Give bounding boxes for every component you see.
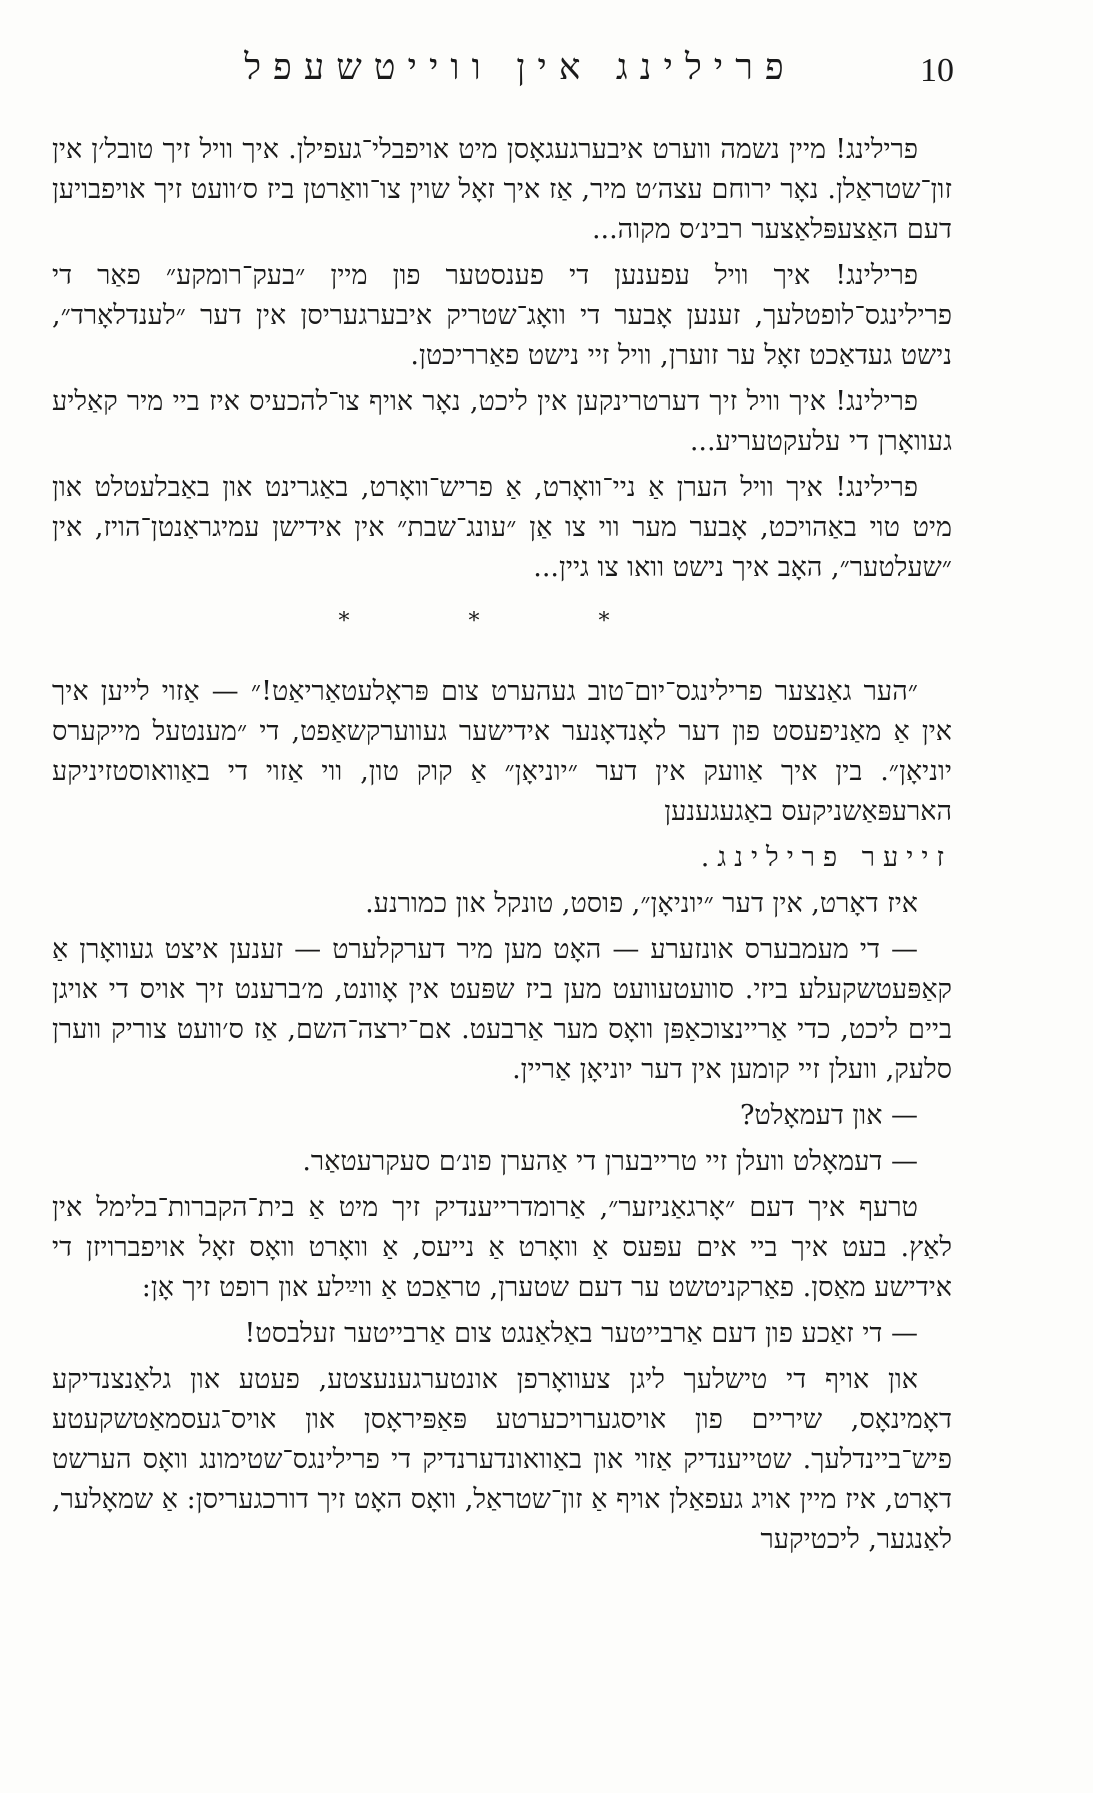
- paragraph: פרילינג! איך וויל זיך דערטרינקען אין ליכט, נאָר אויף צו־להכעיס איז ביי מיר קאַליע געוואָרן די עלעקטעריע...: [52, 386, 952, 457]
- page-number: 10: [920, 52, 954, 89]
- running-title: פרילינג אין ווייטשעפל: [244, 47, 796, 88]
- page-header: [60, 40, 1033, 100]
- dialogue-line: — די מעמבערס אונזערע — האָט מען מיר דערקלערט — זענען איצט געוואָרן אַ קאַפּעטשקעלע ביזי. סוועטעוועט מען ביז שפּעט אין אָוונט, מ׳ברענט זיך אויס די אויגן ביים ליכט, כדי אַריינצוכאַפּן וואָס מער אַרבעט. אם־ירצה־השם, אַז ס׳וועט צוריק ווערן סלעק, וועלן זיי קומען אין דער יוניאָן אַריין.: [52, 934, 952, 1085]
- paragraph: טרעף איך דעם ״אָרגאַניזער״, אַרומדרייענדיק זיך מיט אַ בית־הקברות־בלימל אין לאַץ. בעט איך ביי אים עפּעס אַ וואָרט אַ נייעס, אַ וואָרט וואָס זאָל אויפברויזן די אידישע מאַסן. פאַרקניטשט ער דעם שטערן, טראַכט אַ ווײַלע און רופט זיך אָן:: [52, 1192, 952, 1303]
- dialogue-line: — און דעמאָלט?: [739, 1100, 918, 1131]
- paragraph: איז דאָרט, אין דער ״יוניאָן״, פוסט, טונקל און כמורנע.: [365, 888, 918, 919]
- page-body: [52, 130, 952, 1566]
- paragraph: פרילינג! איך וויל עפענען די פענסטער פון מיין ״בעק־רומקע״ פאַר די פרילינגס־לופטלעך, זענען אָבער די וואָג־שטריק איבערגעריסן אין דער ״לענדלאָרד״, נישט געדאַכט זאָל ער זוערן, וויל זיי נישט פאַרריכטן.: [52, 260, 952, 371]
- paragraph: און אויף די טישלעך ליגן צעוואָרפן אונטערגענעצטע, פעטע און גלאַנצנדיקע דאָמינאָס, שיריים פון אויסגערויכערטע פּאַפּיראָסן און אויס־געסמאַטשקעטע פיש־ביינדלעך. שטייענדיק אַזוי און באַוואונדערנדיק די פרילינגס־שטימונג וואָס הערשט דאָרט, איז מיין אויג געפאַלן אויף אַ זון־שטראַל, וואָס האָט זיך דורכגעריסן: אַ שמאָלער, לאַנגער, ליכטיקער: [52, 1364, 952, 1555]
- dialogue-line: — דעמאָלט וועלן זיי טרייבערן די אַהערן פונ׳ם סעקרעטאַר.: [302, 1146, 918, 1177]
- paragraph-end: זייער פרילינג.: [700, 842, 952, 873]
- dialogue-line: — די זאַכע פון דעם אַרבייטער באַלאַנגט צום אַרבייטער זעלבסט!: [244, 1318, 918, 1349]
- paragraph: ״הער גאַנצער פרילינגס־יום־טוב געהערט צום פּראָלעטאַריאַט!״ — אַזוי לייען איך אין אַ מאַניפעסט פון דער לאָנדאָנער אידישער געווערקשאַפט, די ״מענטעל מייקערס יוניאָן״. בין איך אַוועק אין דער ״יוניאָן״ אַ קוק טון, ווי אַזוי די באַוואוסטזיניקע הארעפּאַשניקעס באַגעגענען: [52, 676, 952, 827]
- section-separator: * * *: [338, 609, 666, 634]
- paragraph: פרילינג! איך וויל הערן אַ ניי־וואָרט, אַ פריש־וואָרט, באַגרינט און באַבלעטלט און מיט טוי באַהויכט, אָבער מער ווי צו אַן ״עונג־שבת״ אין אידישן עמיגראַנטן־הויז, אין ״שעלטער״, האָב איך נישט וואו צו גיין...: [52, 472, 952, 583]
- paragraph: פרילינג! מיין נשמה ווערט איבערגעגאָסן מיט אויפבלי־געפילן. איך וויל זיך טובל׳ן אין זון־שטראַלן. נאָר ירוחם עצה׳ט מיר, אַז איך זאָל שוין צו־וואַרטן ביז ס׳וועט זיך אויפבויען דעם האַצעפּלאַצער רבינ׳ס מקוה...: [52, 134, 952, 245]
